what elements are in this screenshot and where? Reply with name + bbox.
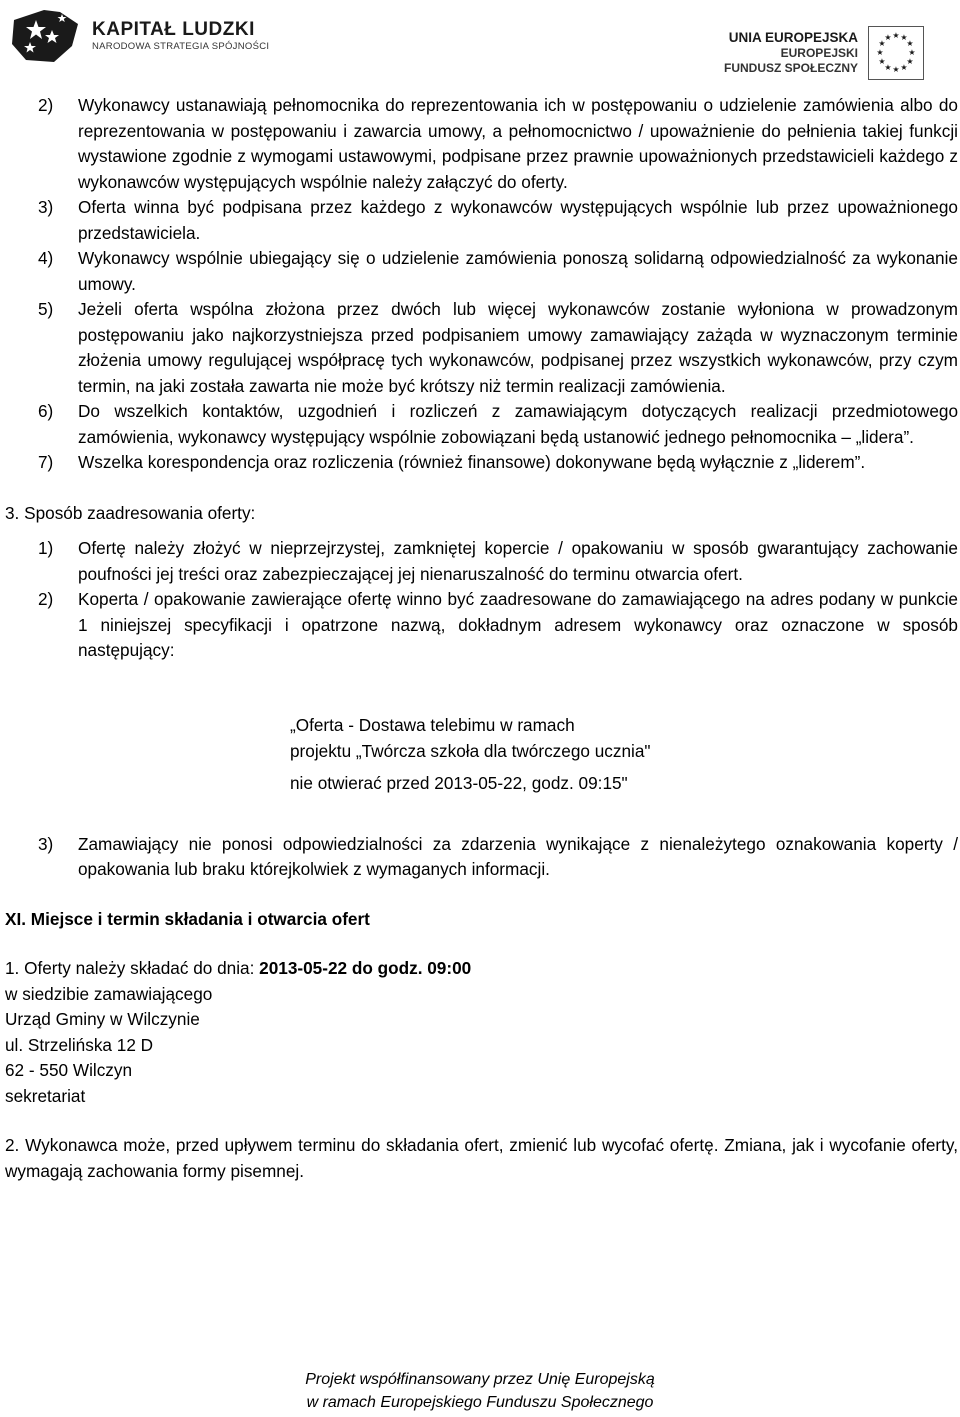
document-body bbox=[0, 93, 960, 1184]
svg-text:★: ★ bbox=[900, 33, 908, 42]
item-number: 2) bbox=[38, 95, 54, 115]
item-text: Wszelka korespondencja oraz rozliczenia (również finansowe) dokonywane będą wyłącznie z „liderem”. bbox=[78, 452, 866, 472]
svg-text:★: ★ bbox=[892, 65, 900, 74]
list-item bbox=[0, 587, 960, 664]
eu-stars-icon bbox=[868, 26, 924, 80]
kapital-ludzki-title: KAPITAŁ LUDZKI bbox=[92, 19, 255, 40]
item-text: Ofertę należy złożyć w nieprzejrzystej, zamkniętej kopercie / opakowaniu w sposób gwarantujący zachowanie poufności jej treści oraz zabezpieczającej jej nienaruszalność do terminu otwarcia ofert. bbox=[78, 538, 958, 584]
eu-fund-logo bbox=[724, 26, 924, 80]
list-item bbox=[0, 246, 960, 297]
page-footer bbox=[0, 1368, 960, 1414]
svg-text:★: ★ bbox=[884, 63, 892, 72]
submission-deadline bbox=[0, 956, 960, 982]
item-number: 7) bbox=[38, 452, 54, 472]
section-3-title: 3. Sposób zaadresowania oferty: bbox=[5, 502, 256, 523]
item-text: Jeżeli oferta wspólna złożona przez dwóch lub więcej wykonawców zostanie wyłoniona w prowadzonym postępowaniu jako najkorzystniejsza przed podpisaniem umowy zamawiający zażąda w wyznaczonym terminie złożenia umowy regulującej współpracę tych wykonawców, podpisanej przez wszystkich wykonawców, przy czym termin, na jaki została zawarta nie może być krótszy niż termin realizacji zamówienia. bbox=[78, 299, 958, 396]
eu-logo-line3: FUNDUSZ SPOŁECZNY bbox=[723, 61, 858, 75]
footer-line2: w ramach Europejskiego Funduszu Społecznego bbox=[306, 1394, 654, 1411]
footer-line1: Projekt współfinansowany przez Unię Europejską bbox=[305, 1371, 655, 1388]
section-xi-heading: XI. Miejsce i termin składania i otwarcia ofert bbox=[5, 908, 370, 929]
address-line: w siedzibie zamawiającego bbox=[5, 983, 213, 1004]
kapital-ludzki-logo bbox=[8, 4, 269, 68]
item-number: 3) bbox=[38, 197, 54, 217]
item-number: 6) bbox=[38, 401, 54, 421]
address-line: 62 - 550 Wilczyn bbox=[5, 1060, 133, 1080]
item-number: 3) bbox=[38, 833, 54, 854]
deadline-date: 2013-05-22 do godz. 09:00 bbox=[259, 958, 472, 978]
envelope-label bbox=[0, 712, 960, 796]
svg-text:★: ★ bbox=[884, 33, 892, 42]
svg-text:★: ★ bbox=[892, 31, 900, 40]
svg-text:★: ★ bbox=[908, 48, 916, 57]
withdrawal-paragraph: 2. Wykonawca może, przed upływem terminu do składania ofert, zmienić lub wycofać ofertę. Zmiana, jak i wycofanie oferty, wymagają zachowania formy pisemnej. bbox=[5, 1135, 958, 1181]
eu-logo-line2: EUROPEJSKI bbox=[780, 46, 858, 60]
list-item bbox=[0, 399, 960, 450]
svg-text:★: ★ bbox=[906, 39, 914, 48]
list-item bbox=[0, 832, 960, 883]
item-text: Zamawiający nie ponosi odpowiedzialności za zdarzenia wynikające z nienależytego oznakowania koperty / opakowania lub braku którejkolwiek z wymaganych informacji. bbox=[78, 833, 958, 879]
envelope-line1: „Oferta - Dostawa telebimu w ramach bbox=[290, 714, 575, 735]
list-item bbox=[0, 93, 960, 195]
page-header bbox=[0, 0, 960, 90]
svg-text:★: ★ bbox=[878, 39, 886, 48]
list-item bbox=[0, 536, 960, 587]
item-text: Do wszelkich kontaktów, uzgodnień i rozliczeń z zamawiającym dotyczących realizacji przedmiotowego zamówienia, wykonawcy występujący wspólnie zobowiązani będą ustanowić jednego pełnomocnika – „lidera”. bbox=[78, 401, 958, 447]
envelope-line3: nie otwierać przed 2013-05-22, godz. 09:15" bbox=[290, 772, 628, 793]
address-line: sekretariat bbox=[5, 1085, 86, 1106]
item-text: Oferta winna być podpisana przez każdego z wykonawców występujących wspólnie lub przez upoważnionego przedstawiciela. bbox=[78, 197, 958, 243]
item-text: Wykonawcy ustanawiają pełnomocnika do reprezentowania ich w postępowaniu o udzielenie zamówienia albo do reprezentowania w postępowaniu i zawarcia umowy, a pełnomocnictwo / upoważnienie do pełnienia takiej funkcji wystawione zgodnie z wymogami ustawowymi, podpisane przez prawnie upoważnionych przedstawicieli każdego z wykonawców występujących wspólnie należy załączyć do oferty. bbox=[78, 95, 958, 192]
item-number: 2) bbox=[38, 589, 54, 609]
address-line: Urząd Gminy w Wilczynie bbox=[5, 1009, 200, 1029]
list-item bbox=[0, 450, 960, 476]
item-number: 5) bbox=[38, 299, 54, 319]
eu-logo-line1: UNIA EUROPEJSKA bbox=[728, 30, 858, 45]
kapital-ludzki-emblem-icon bbox=[8, 6, 88, 66]
svg-text:★: ★ bbox=[900, 63, 908, 72]
item-number: 1) bbox=[38, 538, 54, 558]
address-line: ul. Strzelińska 12 D bbox=[5, 1034, 154, 1055]
svg-text:★: ★ bbox=[876, 48, 884, 57]
envelope-line2: projektu „Twórcza szkoła dla twórczego ucznia" bbox=[290, 740, 651, 761]
svg-text:★: ★ bbox=[878, 57, 886, 66]
list-item bbox=[0, 297, 960, 399]
kapital-ludzki-subtitle: NARODOWA STRATEGIA SPÓJNOŚCI bbox=[92, 41, 270, 52]
item-number: 4) bbox=[38, 248, 54, 268]
svg-text:★: ★ bbox=[906, 57, 914, 66]
list-item bbox=[0, 195, 960, 246]
item-text: Koperta / opakowanie zawierające ofertę winno być zaadresowane do zamawiającego na adres podany w punkcie 1 niniejszej specyfikacji i opatrzone nazwą, dokładnym adresem wykonawcy oraz oznaczone w sposób następujący: bbox=[78, 589, 958, 660]
deadline-prefix: 1. Oferty należy składać do dnia: bbox=[5, 958, 260, 978]
item-text: Wykonawcy wspólnie ubiegający się o udzielenie zamówienia ponoszą solidarną odpowiedzialność za wykonanie umowy. bbox=[78, 248, 958, 294]
